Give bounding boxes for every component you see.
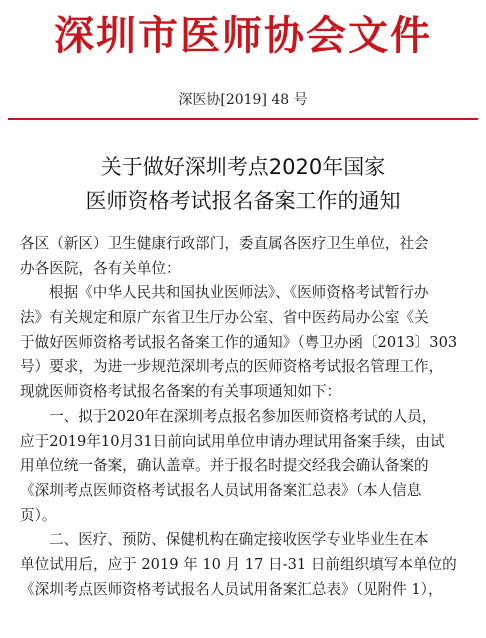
body-line: 《深圳考点医师资格考试报名人员试用备案汇总表》（见附件 1）， <box>20 580 443 598</box>
masthead-title: 深圳市医师协会文件 <box>54 12 432 59</box>
document-number: 深医协[2019] 48 号 <box>178 92 308 108</box>
body-line: 用单位统一备案，确认盖章。并于报名时提交经我会确认备案的 <box>20 457 429 475</box>
body-line: 页）。 <box>20 506 57 524</box>
body-line: 法》有关规定和原广东省卫生厅办公室、省中医药局办公室《关 <box>20 309 429 327</box>
body-line: 《深圳考点医师资格考试报名人员试用备案汇总表》（本人信息 <box>20 481 422 499</box>
body-line: 根据《中华人民共和国执业医师法》、《医师资格考试暂行办 <box>49 284 429 302</box>
body-line: 一、拟于2020年在深圳考点报名参加医师资格考试的人员， <box>49 407 437 425</box>
body-line: 各区（新区）卫生健康行政部门，委直属各医疗卫生单位，社会 <box>20 235 429 252</box>
body-line: 二、医疗、预防、保健机构在确定接收医学专业毕业生在本 <box>49 531 429 549</box>
red-divider-line <box>8 118 478 120</box>
body-line: 号）要求，为进一步规范深圳考点的医师资格考试报名管理工作， <box>20 358 444 376</box>
body-line: 于做好医师资格考试报名备案工作的通知》（粤卫办函〔2013〕303 <box>20 333 458 351</box>
notice-body <box>20 232 472 602</box>
title-line: 医师资格考试报名备案工作的通知 <box>85 189 401 213</box>
notice-title <box>0 150 486 218</box>
body-line: 单位试用后，应于 2019 年 10 月 17 日-31 日前组织填写本单位的 <box>20 555 457 573</box>
body-line: 应于2019年10月31日前向试用单位申请办理试用备案手续，由试 <box>20 432 445 450</box>
body-line: 办各医院，各有关单位： <box>20 259 181 277</box>
title-line: 关于做好深圳考点2020年国家 <box>100 155 386 179</box>
body-line: 现就医师资格考试报名备案的有关事项通知如下： <box>20 383 342 401</box>
